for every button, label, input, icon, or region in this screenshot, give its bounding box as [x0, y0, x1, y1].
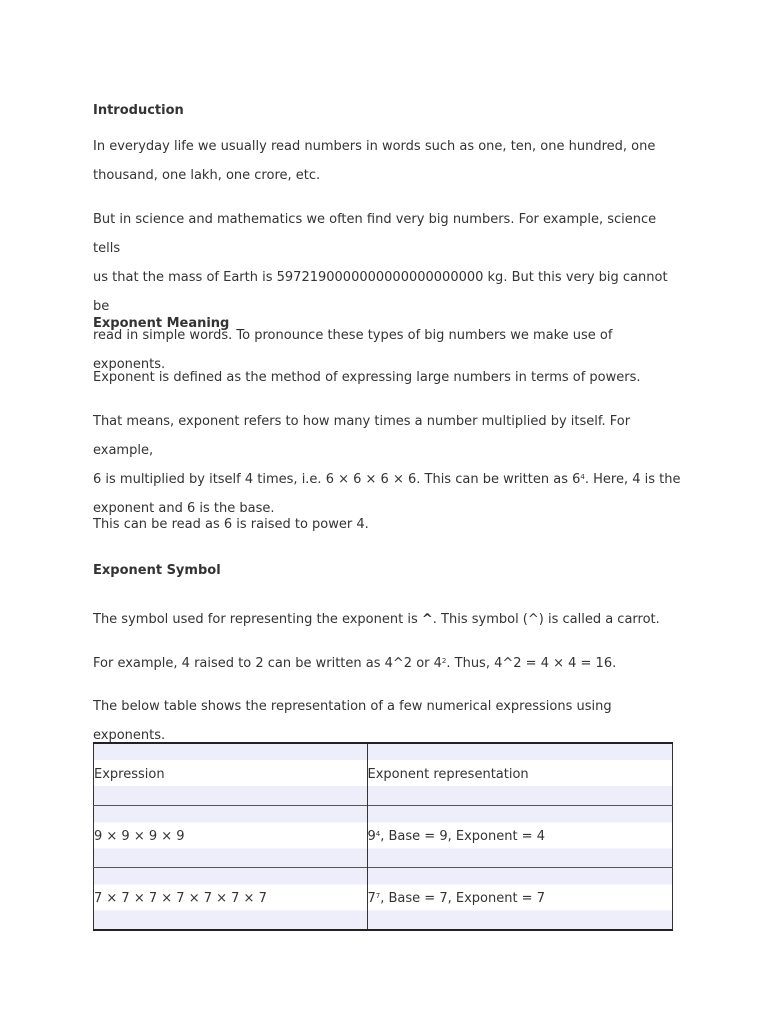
text-line: But in science and mathematics we often find very big numbers. For example, science tells	[93, 212, 657, 256]
text-line: That means, exponent refers to how many times a number multiplied by itself. For example,	[93, 414, 631, 458]
table-cell-expression: 9 × 9 × 9 × 9	[94, 806, 368, 868]
table-header-cell: Exponent representation	[367, 743, 673, 806]
meaning-paragraph-2	[93, 407, 683, 523]
meaning-paragraph-1: Exponent is defined as the method of expressing large numbers in terms of powers.	[93, 370, 641, 385]
text-line: thousand, one lakh, one crore, etc.	[93, 168, 321, 183]
exponent-meaning-heading: Exponent Meaning	[93, 316, 230, 331]
introduction-heading: Introduction	[93, 103, 184, 118]
superscript: 4	[580, 473, 585, 481]
table-row	[94, 868, 673, 931]
text-line: us that the mass of Earth is 5972190000000000000000000 kg. But this very big cannot be	[93, 270, 668, 314]
intro-paragraph-1	[93, 132, 683, 190]
exponent-symbol-heading: Exponent Symbol	[93, 563, 221, 578]
text-line: read in simple words. To pronounce these types of big numbers we make use of exponents.	[93, 328, 613, 372]
symbol-paragraph-3: The below table shows the representation of a few numerical expressions using exponents.	[93, 699, 612, 743]
table-cell-representation: $7^7$, Base = 7, Exponent = 7	[367, 868, 673, 931]
table-cell-expression: 7 × 7 × 7 × 7 × 7 × 7 × 7	[94, 868, 368, 931]
meaning-paragraph-3: This can be read as 6 is raised to power 4.	[93, 517, 369, 532]
table-row	[94, 806, 673, 868]
table-header-row	[94, 743, 673, 806]
symbol-paragraph-2: For example, 4 raised to 2 can be written as 4^2 or $4^2$. Thus, 4^2 = 4 × 4 = 16.	[93, 656, 617, 671]
exponent-table	[93, 742, 673, 931]
text-line: 6 is multiplied by itself 4 times, i.e. 6 × 6 × 6 × 6. This can be written as $6^4$. Here, 4 is the	[93, 472, 681, 487]
intro-paragraph-2	[93, 205, 683, 379]
text-line: In everyday life we usually read numbers in words such as one, ten, one hundred, one	[93, 139, 656, 154]
table-header-cell: Expression	[94, 743, 368, 806]
symbol-paragraph-1: The symbol used for representing the exponent is ^. This symbol (^) is called a carrot.	[93, 612, 660, 627]
superscript: 2	[441, 657, 447, 665]
caret-symbol: ^	[421, 612, 433, 627]
superscript: 7	[375, 891, 381, 900]
superscript: 4	[375, 829, 381, 838]
table-cell-representation: $9^4$, Base = 9, Exponent = 4	[367, 806, 673, 868]
text-line: exponent and 6 is the base.	[93, 501, 275, 516]
